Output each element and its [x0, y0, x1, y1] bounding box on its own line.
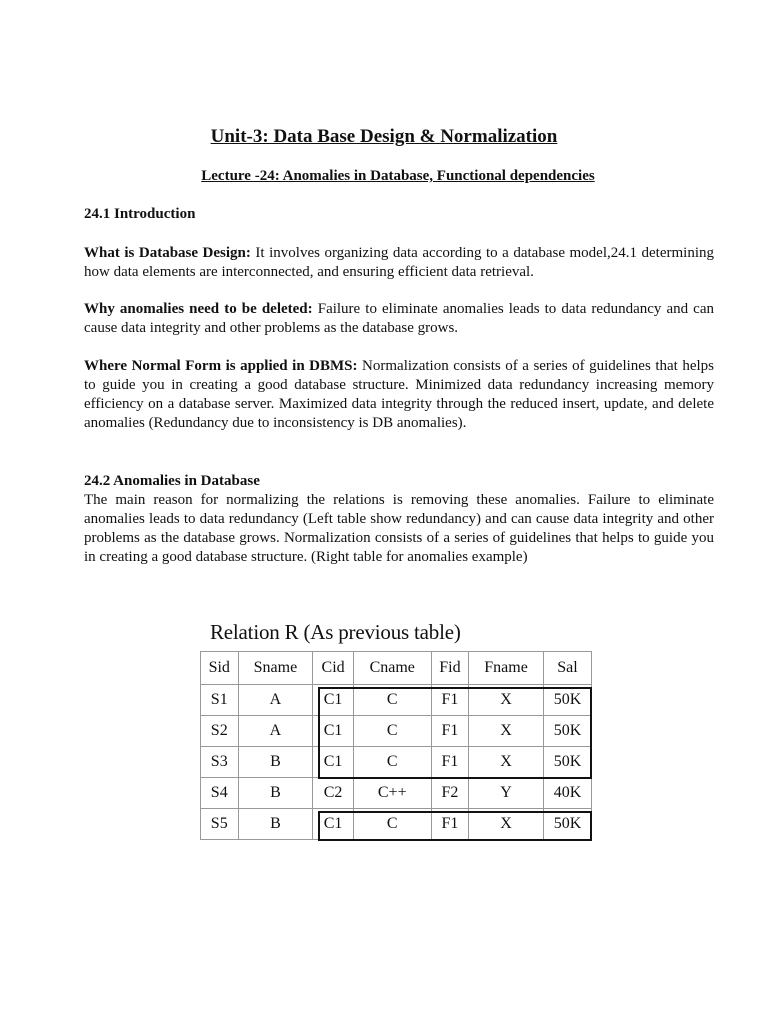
- paragraph-lead: Where Normal Form is applied in DBMS:: [84, 358, 358, 374]
- table-cell: X: [469, 747, 544, 778]
- table-row: [201, 747, 592, 778]
- table-cell: C: [353, 685, 431, 716]
- table-cell: B: [238, 778, 313, 809]
- table-cell: X: [469, 809, 544, 840]
- relation-figure: [200, 620, 600, 840]
- paragraph-lead: Why anomalies need to be deleted:: [84, 301, 313, 317]
- paragraph-lead: What is Database Design:: [84, 245, 251, 261]
- table-cell: C++: [353, 778, 431, 809]
- table-cell: S4: [201, 778, 239, 809]
- table-cell: 50K: [543, 685, 591, 716]
- table-cell: F1: [431, 747, 469, 778]
- column-header: Sid: [201, 652, 239, 685]
- table-cell: X: [469, 716, 544, 747]
- table-cell: B: [238, 747, 313, 778]
- table-cell: C1: [313, 685, 354, 716]
- table-cell: B: [238, 809, 313, 840]
- table-cell: Y: [469, 778, 544, 809]
- table-cell: 50K: [543, 747, 591, 778]
- table-row: [201, 778, 592, 809]
- table-cell: C1: [313, 809, 354, 840]
- page-title: Unit-3: Data Base Design & Normalization: [210, 126, 558, 147]
- table-cell: F1: [431, 809, 469, 840]
- table-cell: F1: [431, 716, 469, 747]
- column-header: Cid: [313, 652, 354, 685]
- column-header: Cname: [353, 652, 431, 685]
- table-cell: A: [238, 716, 313, 747]
- table-cell: 50K: [543, 809, 591, 840]
- table-cell: S2: [201, 716, 239, 747]
- table-cell: A: [238, 685, 313, 716]
- anomalies-heading: 24.2 Anomalies in Database: [84, 473, 260, 489]
- table-cell: C2: [313, 778, 354, 809]
- paragraph-anomalies: The main reason for normalizing the relations is removing these anomalies. Failure to eliminate anomalies leads to data redundancy (Left table show redundancy) and can cause data integrity and other problems as the database grows. Normalization consists of a series of guidelines that helps to guide you in creating a good database structure. (Right table for anomalies example): [84, 492, 714, 565]
- table-row: [201, 685, 592, 716]
- table-row: [201, 716, 592, 747]
- column-header: Sname: [238, 652, 313, 685]
- table-cell: C1: [313, 747, 354, 778]
- table-cell: 40K: [543, 778, 591, 809]
- column-header: Sal: [543, 652, 591, 685]
- table-cell: S3: [201, 747, 239, 778]
- table-cell: F1: [431, 685, 469, 716]
- table-cell: F2: [431, 778, 469, 809]
- table-row: [201, 809, 592, 840]
- paragraph-why-anomalies: [84, 300, 714, 338]
- table-cell: S1: [201, 685, 239, 716]
- table-cell: C: [353, 716, 431, 747]
- lecture-subtitle: Lecture -24: Anomalies in Database, Functional dependencies: [201, 168, 595, 184]
- intro-heading: 24.1 Introduction: [84, 206, 196, 222]
- table-cell: C: [353, 809, 431, 840]
- table-header-row: [201, 652, 592, 685]
- column-header: Fid: [431, 652, 469, 685]
- table-cell: C1: [313, 716, 354, 747]
- relation-table: [200, 651, 592, 840]
- table-cell: X: [469, 685, 544, 716]
- paragraph-database-design: [84, 244, 714, 282]
- figure-caption: Relation R (As previous table): [210, 620, 461, 644]
- table-cell: 50K: [543, 716, 591, 747]
- column-header: Fname: [469, 652, 544, 685]
- paragraph-normal-form: [84, 357, 714, 433]
- paragraph-body: Normalization consists of a series of guidelines that helps to guide you in creating a good database structure. Minimized data redundancy increasing memory efficiency on a database server. Maximized data integrity through the reduced insert, update, and delete anomalies (Redundancy due to inconsistency is DB anomalies).: [84, 358, 714, 431]
- paragraph-body: Failure to eliminate anomalies leads to data redundancy and can cause data integrity and other problems as the database grows.: [84, 301, 714, 336]
- table-cell: S5: [201, 809, 239, 840]
- paragraph-body: It involves organizing data according to a database model,24.1 determining how data elements are interconnected, and ensuring efficient data retrieval.: [84, 245, 715, 280]
- table-cell: C: [353, 747, 431, 778]
